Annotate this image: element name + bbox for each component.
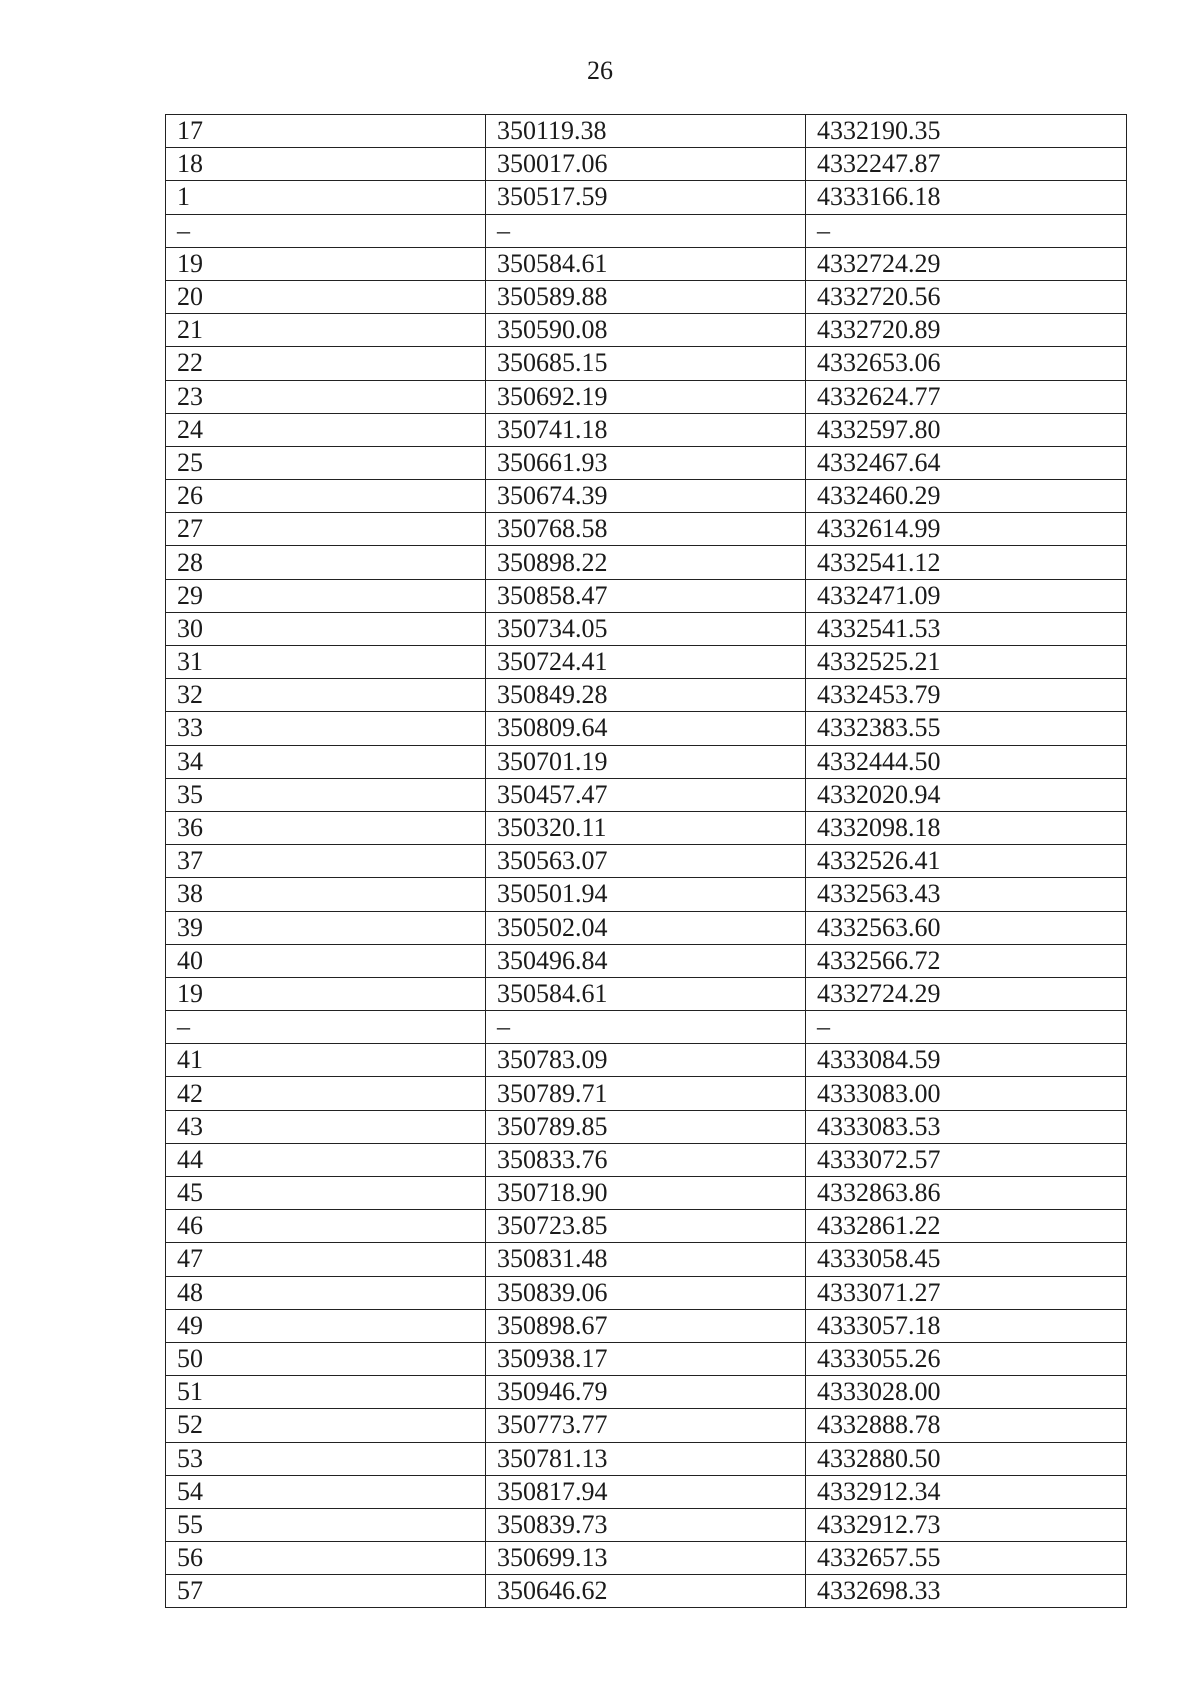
- table-row: [166, 546, 1127, 579]
- point-number-cell: 26: [166, 480, 486, 513]
- point-number-cell: 49: [166, 1309, 486, 1342]
- y-coordinate-cell: 4332720.56: [806, 280, 1127, 313]
- x-coordinate-cell: 350831.48: [486, 1243, 806, 1276]
- y-coordinate-cell: 4333084.59: [806, 1044, 1127, 1077]
- point-number-cell: 17: [166, 115, 486, 148]
- table-row: [166, 1110, 1127, 1143]
- x-coordinate-cell: 350783.09: [486, 1044, 806, 1077]
- point-number-cell: 51: [166, 1376, 486, 1409]
- table-row: [166, 1143, 1127, 1176]
- x-coordinate-cell: 350849.28: [486, 679, 806, 712]
- point-number-cell: 57: [166, 1575, 486, 1608]
- y-coordinate-cell: 4332098.18: [806, 811, 1127, 844]
- point-number-cell: 29: [166, 579, 486, 612]
- table-row: [166, 811, 1127, 844]
- x-coordinate-cell: 350502.04: [486, 911, 806, 944]
- point-number-cell: 39: [166, 911, 486, 944]
- x-coordinate-cell: 350773.77: [486, 1409, 806, 1442]
- point-number-cell: 23: [166, 380, 486, 413]
- table-row: [166, 845, 1127, 878]
- table-row: [166, 513, 1127, 546]
- point-number-cell: 28: [166, 546, 486, 579]
- x-coordinate-cell: 350590.08: [486, 314, 806, 347]
- point-number-cell: 52: [166, 1409, 486, 1442]
- y-coordinate-cell: 4332460.29: [806, 480, 1127, 513]
- x-coordinate-cell: –: [486, 214, 806, 247]
- x-coordinate-cell: 350584.61: [486, 247, 806, 280]
- table-row: [166, 1210, 1127, 1243]
- table-row: [166, 1044, 1127, 1077]
- y-coordinate-cell: 4332698.33: [806, 1575, 1127, 1608]
- y-coordinate-cell: 4332566.72: [806, 944, 1127, 977]
- table-row: [166, 977, 1127, 1010]
- y-coordinate-cell: 4332541.12: [806, 546, 1127, 579]
- table-row: [166, 247, 1127, 280]
- point-number-cell: 53: [166, 1442, 486, 1475]
- point-number-cell: 19: [166, 977, 486, 1010]
- table-row: [166, 1409, 1127, 1442]
- table-row: [166, 181, 1127, 214]
- x-coordinate-cell: 350938.17: [486, 1342, 806, 1375]
- y-coordinate-cell: 4332657.55: [806, 1542, 1127, 1575]
- point-number-cell: 21: [166, 314, 486, 347]
- y-coordinate-cell: 4332247.87: [806, 148, 1127, 181]
- y-coordinate-cell: 4333072.57: [806, 1143, 1127, 1176]
- y-coordinate-cell: 4332724.29: [806, 247, 1127, 280]
- coordinates-table: [165, 114, 1127, 1608]
- point-number-cell: –: [166, 214, 486, 247]
- table-row: [166, 413, 1127, 446]
- y-coordinate-cell: 4332863.86: [806, 1177, 1127, 1210]
- x-coordinate-cell: 350809.64: [486, 712, 806, 745]
- y-coordinate-cell: 4333058.45: [806, 1243, 1127, 1276]
- table-row: [166, 944, 1127, 977]
- point-number-cell: 37: [166, 845, 486, 878]
- y-coordinate-cell: 4332563.60: [806, 911, 1127, 944]
- point-number-cell: 54: [166, 1475, 486, 1508]
- x-coordinate-cell: 350563.07: [486, 845, 806, 878]
- y-coordinate-cell: 4332624.77: [806, 380, 1127, 413]
- x-coordinate-cell: 350017.06: [486, 148, 806, 181]
- table-row: [166, 878, 1127, 911]
- x-coordinate-cell: 350320.11: [486, 811, 806, 844]
- table-row: [166, 1177, 1127, 1210]
- page-number: 26: [587, 56, 613, 85]
- x-coordinate-cell: 350661.93: [486, 446, 806, 479]
- y-coordinate-cell: 4332724.29: [806, 977, 1127, 1010]
- y-coordinate-cell: 4333166.18: [806, 181, 1127, 214]
- point-number-cell: 40: [166, 944, 486, 977]
- table-row: [166, 1011, 1127, 1044]
- x-coordinate-cell: 350517.59: [486, 181, 806, 214]
- point-number-cell: 33: [166, 712, 486, 745]
- x-coordinate-cell: 350789.71: [486, 1077, 806, 1110]
- table-row: [166, 1475, 1127, 1508]
- table-row: [166, 1442, 1127, 1475]
- y-coordinate-cell: 4332471.09: [806, 579, 1127, 612]
- x-coordinate-cell: 350741.18: [486, 413, 806, 446]
- x-coordinate-cell: 350501.94: [486, 878, 806, 911]
- table-row: [166, 1077, 1127, 1110]
- table-row: [166, 347, 1127, 380]
- table-row: [166, 115, 1127, 148]
- x-coordinate-cell: 350457.47: [486, 778, 806, 811]
- table-row: [166, 1508, 1127, 1541]
- point-number-cell: 27: [166, 513, 486, 546]
- x-coordinate-cell: 350898.22: [486, 546, 806, 579]
- y-coordinate-cell: 4332614.99: [806, 513, 1127, 546]
- table-row: [166, 380, 1127, 413]
- point-number-cell: 56: [166, 1542, 486, 1575]
- y-coordinate-cell: 4332020.94: [806, 778, 1127, 811]
- table-row: [166, 778, 1127, 811]
- point-number-cell: 24: [166, 413, 486, 446]
- y-coordinate-cell: 4332563.43: [806, 878, 1127, 911]
- x-coordinate-cell: –: [486, 1011, 806, 1044]
- x-coordinate-cell: 350723.85: [486, 1210, 806, 1243]
- y-coordinate-cell: 4332597.80: [806, 413, 1127, 446]
- y-coordinate-cell: 4333055.26: [806, 1342, 1127, 1375]
- x-coordinate-cell: 350724.41: [486, 646, 806, 679]
- x-coordinate-cell: 350734.05: [486, 612, 806, 645]
- table-row: [166, 1376, 1127, 1409]
- table-row: [166, 280, 1127, 313]
- x-coordinate-cell: 350589.88: [486, 280, 806, 313]
- table-row: [166, 1276, 1127, 1309]
- x-coordinate-cell: 350858.47: [486, 579, 806, 612]
- x-coordinate-cell: 350839.06: [486, 1276, 806, 1309]
- point-number-cell: 36: [166, 811, 486, 844]
- x-coordinate-cell: 350946.79: [486, 1376, 806, 1409]
- table-row: [166, 446, 1127, 479]
- point-number-cell: 47: [166, 1243, 486, 1276]
- table-row: [166, 612, 1127, 645]
- point-number-cell: 31: [166, 646, 486, 679]
- point-number-cell: 35: [166, 778, 486, 811]
- x-coordinate-cell: 350817.94: [486, 1475, 806, 1508]
- x-coordinate-cell: 350646.62: [486, 1575, 806, 1608]
- point-number-cell: 32: [166, 679, 486, 712]
- y-coordinate-cell: 4332383.55: [806, 712, 1127, 745]
- table-row: [166, 1342, 1127, 1375]
- x-coordinate-cell: 350584.61: [486, 977, 806, 1010]
- point-number-cell: 20: [166, 280, 486, 313]
- y-coordinate-cell: 4332467.64: [806, 446, 1127, 479]
- table-row: [166, 646, 1127, 679]
- x-coordinate-cell: 350789.85: [486, 1110, 806, 1143]
- y-coordinate-cell: 4332880.50: [806, 1442, 1127, 1475]
- table-row: [166, 214, 1127, 247]
- point-number-cell: 44: [166, 1143, 486, 1176]
- y-coordinate-cell: 4333083.53: [806, 1110, 1127, 1143]
- x-coordinate-cell: 350781.13: [486, 1442, 806, 1475]
- y-coordinate-cell: 4332720.89: [806, 314, 1127, 347]
- x-coordinate-cell: 350839.73: [486, 1508, 806, 1541]
- point-number-cell: 41: [166, 1044, 486, 1077]
- point-number-cell: 30: [166, 612, 486, 645]
- y-coordinate-cell: 4332888.78: [806, 1409, 1127, 1442]
- table-row: [166, 314, 1127, 347]
- point-number-cell: 38: [166, 878, 486, 911]
- y-coordinate-cell: 4332912.73: [806, 1508, 1127, 1541]
- y-coordinate-cell: 4333028.00: [806, 1376, 1127, 1409]
- table-row: [166, 480, 1127, 513]
- y-coordinate-cell: 4333057.18: [806, 1309, 1127, 1342]
- y-coordinate-cell: 4332861.22: [806, 1210, 1127, 1243]
- y-coordinate-cell: 4332190.35: [806, 115, 1127, 148]
- point-number-cell: 22: [166, 347, 486, 380]
- x-coordinate-cell: 350685.15: [486, 347, 806, 380]
- point-number-cell: 34: [166, 745, 486, 778]
- point-number-cell: 1: [166, 181, 486, 214]
- point-number-cell: –: [166, 1011, 486, 1044]
- y-coordinate-cell: 4332653.06: [806, 347, 1127, 380]
- point-number-cell: 43: [166, 1110, 486, 1143]
- x-coordinate-cell: 350718.90: [486, 1177, 806, 1210]
- table-row: [166, 712, 1127, 745]
- x-coordinate-cell: 350496.84: [486, 944, 806, 977]
- x-coordinate-cell: 350768.58: [486, 513, 806, 546]
- point-number-cell: 55: [166, 1508, 486, 1541]
- table-row: [166, 1309, 1127, 1342]
- y-coordinate-cell: 4333071.27: [806, 1276, 1127, 1309]
- y-coordinate-cell: 4332912.34: [806, 1475, 1127, 1508]
- table-row: [166, 579, 1127, 612]
- x-coordinate-cell: 350692.19: [486, 380, 806, 413]
- point-number-cell: 42: [166, 1077, 486, 1110]
- x-coordinate-cell: 350119.38: [486, 115, 806, 148]
- y-coordinate-cell: 4332541.53: [806, 612, 1127, 645]
- table-row: [166, 911, 1127, 944]
- x-coordinate-cell: 350898.67: [486, 1309, 806, 1342]
- y-coordinate-cell: 4333083.00: [806, 1077, 1127, 1110]
- table-row: [166, 745, 1127, 778]
- y-coordinate-cell: 4332444.50: [806, 745, 1127, 778]
- point-number-cell: 48: [166, 1276, 486, 1309]
- point-number-cell: 18: [166, 148, 486, 181]
- y-coordinate-cell: 4332525.21: [806, 646, 1127, 679]
- y-coordinate-cell: –: [806, 214, 1127, 247]
- x-coordinate-cell: 350701.19: [486, 745, 806, 778]
- point-number-cell: 45: [166, 1177, 486, 1210]
- table-row: [166, 1575, 1127, 1608]
- x-coordinate-cell: 350833.76: [486, 1143, 806, 1176]
- coordinates-table-body: [166, 115, 1127, 1608]
- y-coordinate-cell: 4332526.41: [806, 845, 1127, 878]
- point-number-cell: 19: [166, 247, 486, 280]
- point-number-cell: 25: [166, 446, 486, 479]
- table-row: [166, 679, 1127, 712]
- table-row: [166, 148, 1127, 181]
- x-coordinate-cell: 350674.39: [486, 480, 806, 513]
- y-coordinate-cell: –: [806, 1011, 1127, 1044]
- y-coordinate-cell: 4332453.79: [806, 679, 1127, 712]
- table-row: [166, 1243, 1127, 1276]
- table-row: [166, 1542, 1127, 1575]
- x-coordinate-cell: 350699.13: [486, 1542, 806, 1575]
- point-number-cell: 50: [166, 1342, 486, 1375]
- point-number-cell: 46: [166, 1210, 486, 1243]
